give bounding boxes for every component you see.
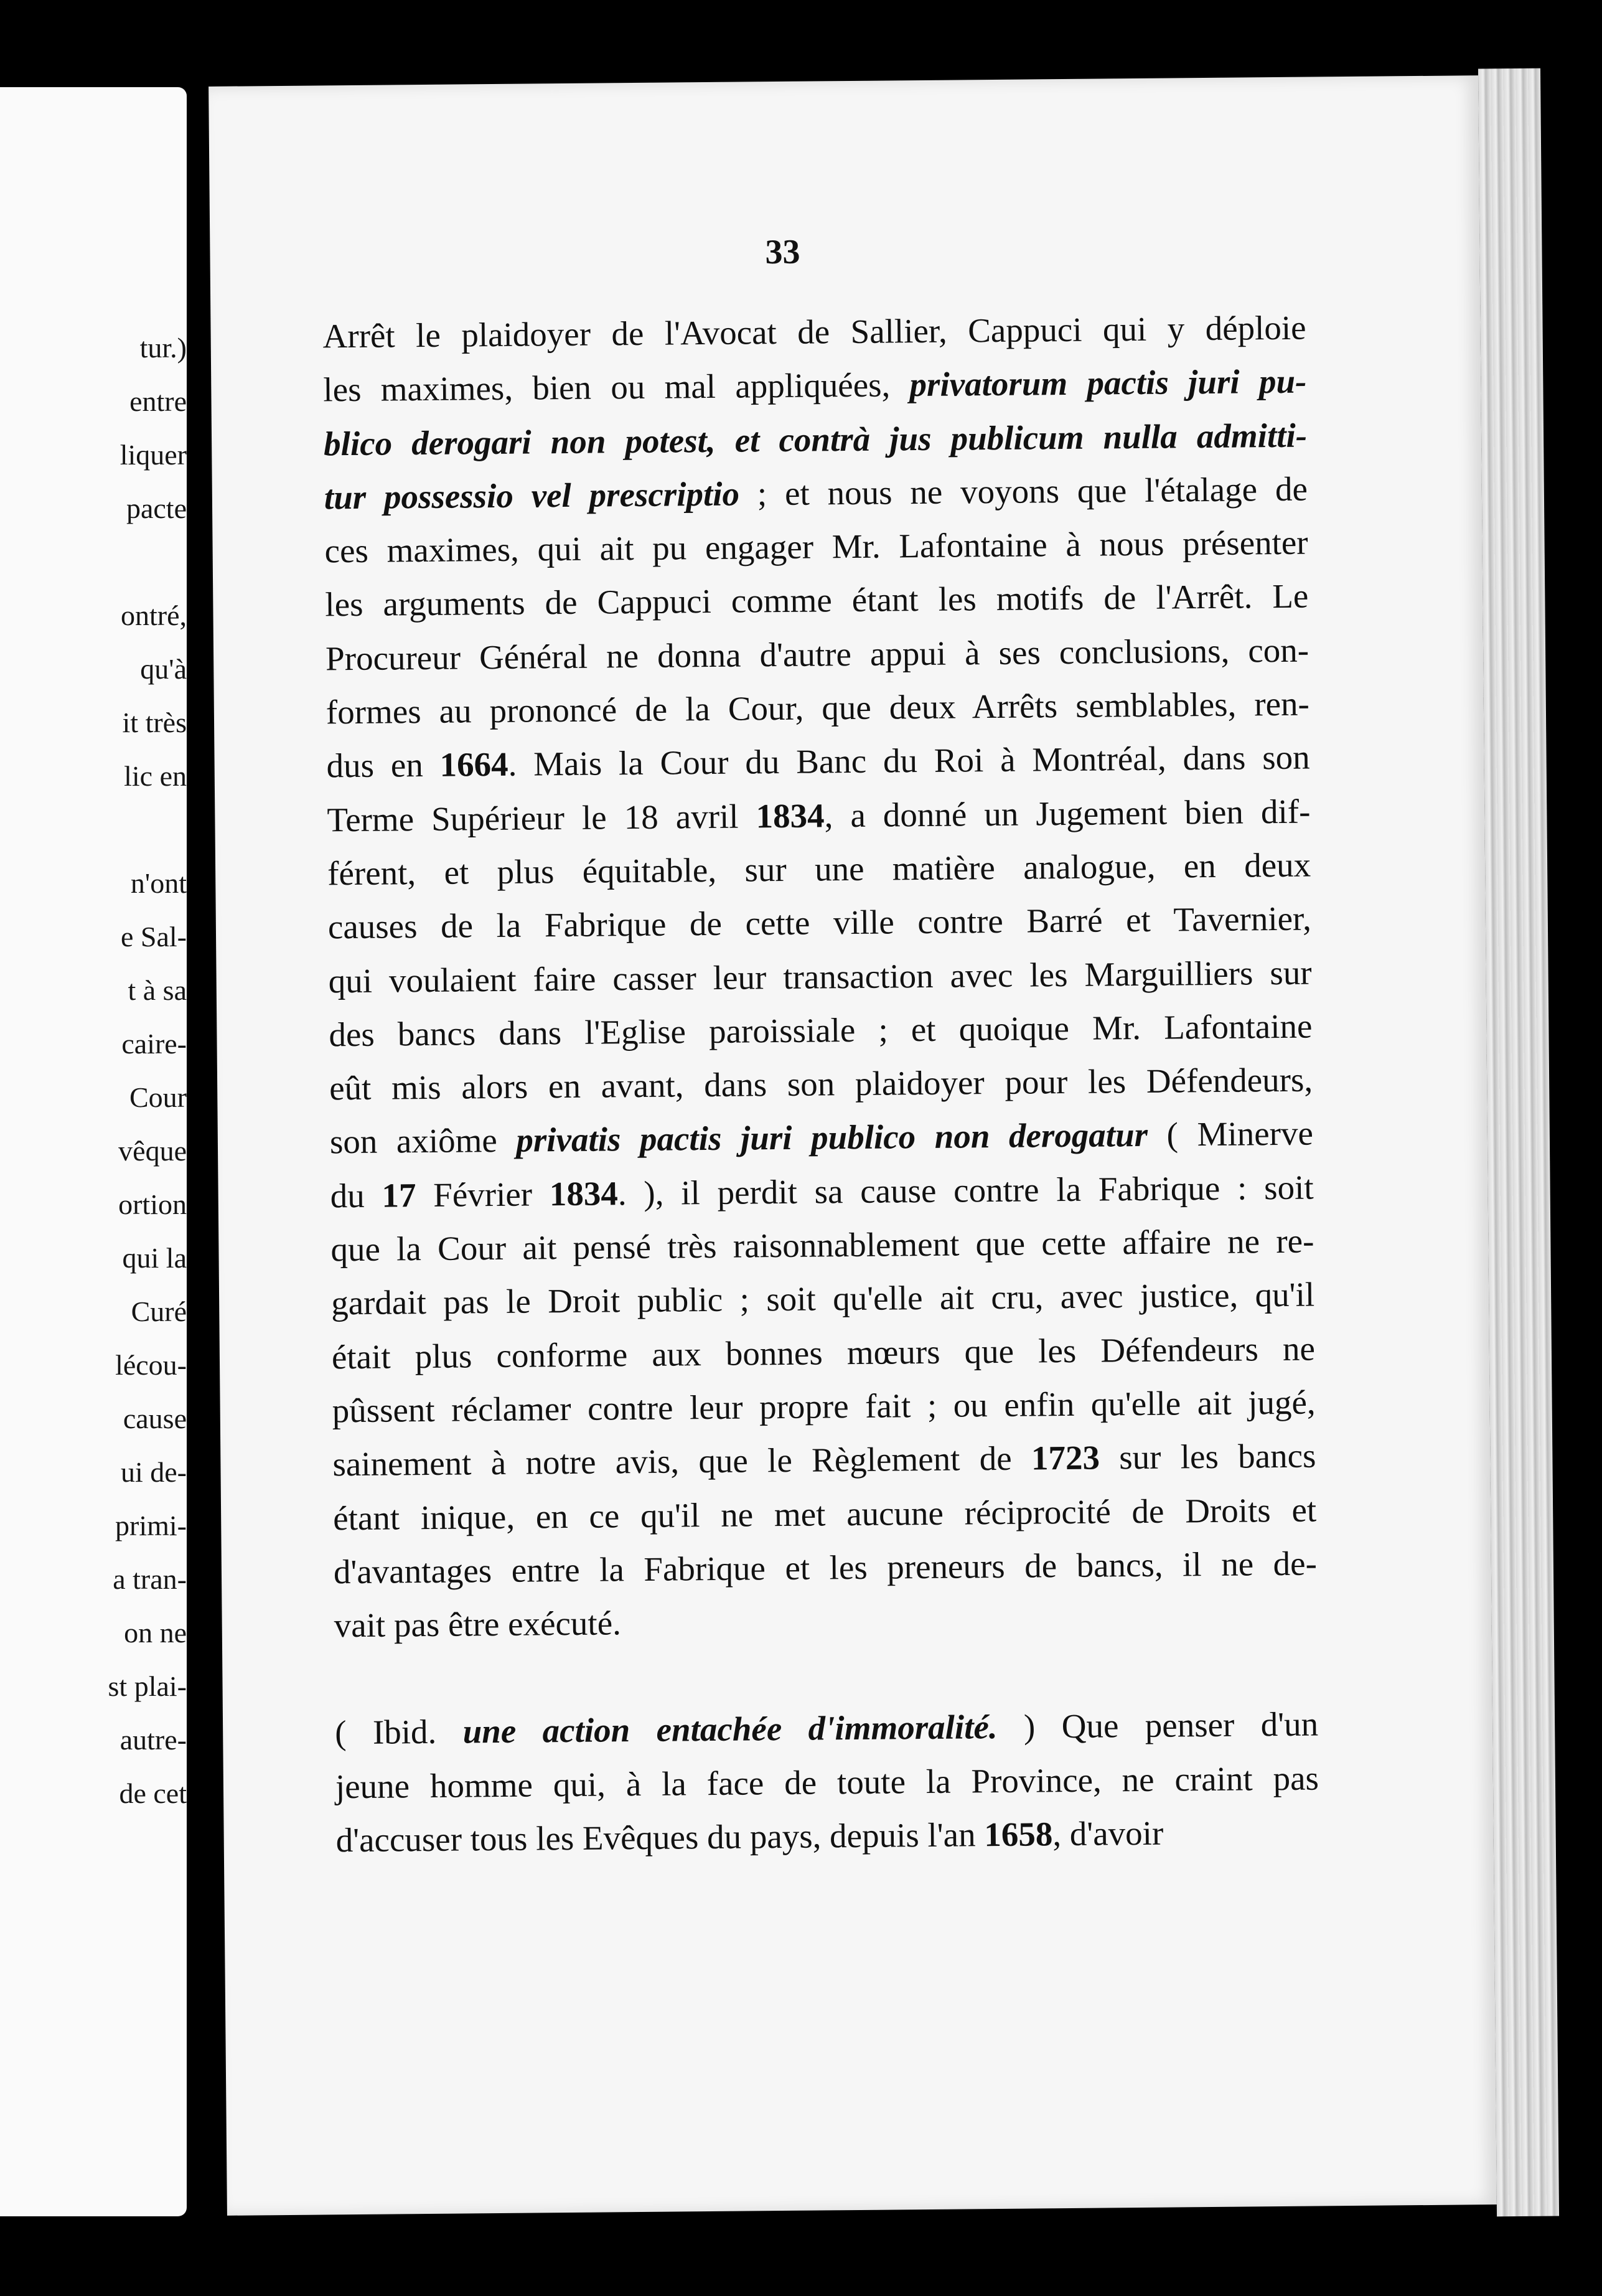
left-page-line: autre-	[119, 1724, 187, 1756]
text-run: du	[330, 1176, 382, 1215]
left-page-line: ortion	[118, 1188, 187, 1220]
text-run: sainement à notre avis, que le Règlement de	[332, 1439, 1032, 1484]
left-page-line: tur.)	[139, 332, 187, 364]
text-line	[332, 1375, 1316, 1437]
text-line	[327, 784, 1311, 847]
numeral: 17	[382, 1175, 416, 1215]
left-page-line: pacte	[126, 492, 187, 524]
page-number: 33	[765, 232, 800, 272]
text-line	[325, 570, 1309, 632]
text-line	[328, 946, 1312, 1008]
text-run: les maximes, bien ou mal appliquées,	[323, 365, 910, 409]
left-page-line: it très	[122, 707, 187, 738]
text-run: que la Cour ait pensé très raisonnablement que cette affaire ne re-	[330, 1221, 1314, 1269]
text-run: ; et nous ne voyons que l'étalage de	[739, 469, 1308, 513]
left-page-text	[9, 321, 187, 1820]
text-run: causes de la Fabrique de cette ville contre Barré et Tavernier,	[327, 899, 1312, 946]
numeral: 1664	[439, 745, 508, 784]
text-run: d'avantages entre la Fabrique et les preneurs de bancs, il ne de-	[333, 1544, 1318, 1591]
right-page	[208, 75, 1497, 2216]
text-run: son axiôme	[329, 1121, 517, 1161]
text-run: , a donné un Jugement bien dif-	[824, 792, 1311, 835]
left-page-line: lécou-	[115, 1349, 187, 1381]
text-run: Procureur Général ne donna d'autre appui à ses conclusions, con-	[325, 631, 1309, 678]
text-line	[332, 1322, 1316, 1384]
left-page-line: vêque	[118, 1135, 187, 1167]
italic-latin-phrase: privatis pactis juri publico non derogatur	[516, 1116, 1148, 1160]
text-line	[333, 1483, 1317, 1545]
left-page-line: lic en	[124, 760, 187, 792]
left-page-line: qui la	[122, 1242, 187, 1274]
text-run: vait pas être exécuté.	[334, 1604, 622, 1645]
left-page-line: Cour	[129, 1081, 187, 1113]
text-run: ( Minerve	[1147, 1114, 1314, 1154]
text-run: Février	[416, 1175, 550, 1214]
left-page-line: ui de-	[120, 1456, 187, 1488]
left-page-line	[108, 535, 187, 589]
text-run: des bancs dans l'Eglise paroissiale ; et quoique Mr. Lafontaine	[329, 1007, 1313, 1054]
text-line	[324, 462, 1308, 524]
text-line	[326, 677, 1310, 740]
text-run: eût mis alors en avant, dans son plaidoyer pour les Défendeurs,	[329, 1060, 1313, 1108]
left-page-line: t à sa	[128, 974, 187, 1006]
left-page-line: st plai-	[108, 1670, 187, 1702]
text-line	[332, 1429, 1316, 1492]
text-line	[335, 1698, 1319, 1760]
numeral: 1658	[984, 1815, 1053, 1854]
left-page-line: ontré,	[120, 600, 187, 631]
text-line	[334, 1644, 1318, 1706]
text-line	[330, 1107, 1314, 1169]
text-line	[334, 1591, 1318, 1653]
text-run: ) Que penser d'un	[997, 1705, 1319, 1746]
numeral: 1834	[756, 796, 825, 835]
text-line	[331, 1268, 1315, 1330]
text-run: . ), il perdit sa cause contre la Fabrique : soit	[617, 1168, 1314, 1213]
text-run: dus en	[326, 746, 440, 785]
left-page-line: caire-	[121, 1028, 187, 1060]
text-line	[327, 839, 1311, 901]
text-line	[329, 999, 1313, 1061]
text-line	[328, 892, 1312, 954]
left-page-line: entre	[129, 385, 187, 417]
left-page-line: n'ont	[130, 867, 187, 899]
text-line	[322, 301, 1306, 364]
text-run: était plus conforme aux bonnes mœurs que les Défendeurs ne	[331, 1329, 1316, 1376]
text-line	[326, 731, 1310, 793]
text-run: pûssent réclamer contre leur propre fait ; ou enfin qu'elle ait jugé,	[332, 1383, 1316, 1430]
text-run: étant inique, en ce qu'il ne met aucune réciprocité de Droits et	[332, 1490, 1317, 1537]
text-line	[326, 623, 1309, 685]
text-run: . Mais la Cour du Banc du Roi à Montréal, dans son	[508, 738, 1310, 784]
text-run: gardait pas le Droit public ; soit qu'elle ait cru, avec justice, qu'il	[330, 1275, 1315, 1322]
left-page-line: on ne	[124, 1617, 187, 1649]
italic-latin-phrase: privatorum pactis juri pu-	[909, 362, 1307, 404]
text-line	[323, 355, 1307, 417]
text-run: jeune homme qui, à la face de toute la Province, ne craint pas	[335, 1759, 1319, 1806]
numeral: 1723	[1031, 1438, 1100, 1477]
italic-latin-phrase: tur possessio vel prescriptio	[324, 474, 740, 517]
italic-latin-phrase: blico derogari non potest, et contrà jus publicum nulla admitti-	[323, 416, 1308, 463]
left-page-line	[108, 803, 187, 857]
left-page-line: primi-	[115, 1510, 187, 1541]
text-line	[330, 1160, 1314, 1223]
text-line	[329, 1053, 1313, 1116]
text-run: ces maximes, qui ait pu engager Mr. Lafontaine à nous présenter	[324, 523, 1308, 570]
text-run: ( Ibid.	[334, 1712, 463, 1752]
text-run: d'accuser tous les Evêques du pays, depuis l'an	[335, 1815, 985, 1860]
text-line	[324, 408, 1308, 471]
text-run: Arrêt le plaidoyer de l'Avocat de Sallier, Cappuci qui y déploie	[322, 308, 1306, 355]
text-run: , d'avoir	[1052, 1814, 1164, 1853]
text-run: les arguments de Cappuci comme étant les motifs de l'Arrêt. Le	[325, 577, 1309, 624]
text-line	[334, 1536, 1318, 1599]
text-run: sur les bancs	[1099, 1436, 1316, 1477]
numeral: 1834	[549, 1174, 619, 1213]
text-line	[335, 1805, 1319, 1868]
left-page-line: qu'à	[140, 653, 187, 685]
text-run: qui voulaient faire casser leur transaction avec les Marguilliers sur	[328, 953, 1312, 1000]
left-page-line: a tran-	[113, 1563, 187, 1595]
text-line	[330, 1215, 1314, 1277]
text-line	[324, 516, 1308, 578]
text-run: formes au prononcé de la Cour, que deux Arrêts semblables, ren-	[326, 684, 1310, 732]
left-page-line: e Sal-	[120, 921, 187, 953]
body-text	[322, 301, 1319, 1868]
left-page	[0, 87, 187, 2216]
left-page-line: liquer	[119, 439, 187, 471]
italic-latin-phrase: une action entachée d'immoralité.	[462, 1708, 998, 1751]
left-page-line: de cet	[119, 1777, 187, 1809]
left-page-line: cause	[123, 1403, 187, 1434]
text-line	[335, 1751, 1319, 1814]
text-run: Terme Supérieur le 18 avril	[327, 797, 756, 839]
text-run: férent, et plus équitable, sur une matière analogue, en deux	[327, 845, 1311, 893]
left-page-line: Curé	[131, 1296, 187, 1327]
